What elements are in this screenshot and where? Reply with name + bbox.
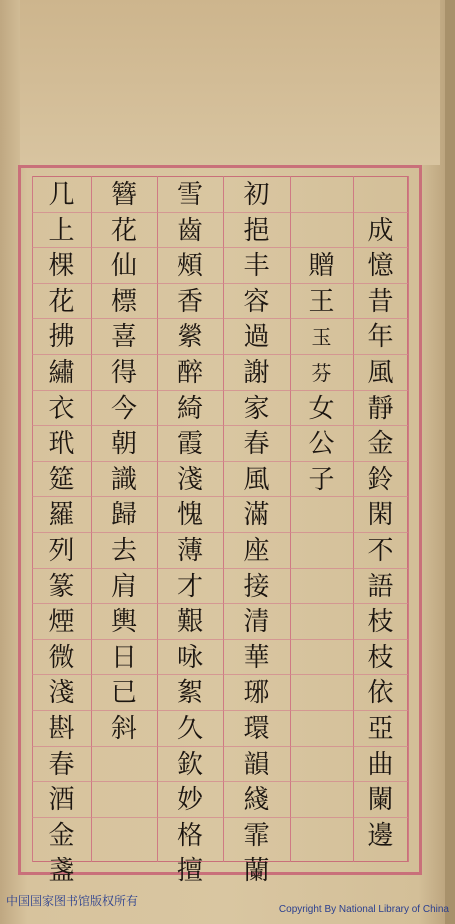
character: 邊 — [367, 820, 394, 851]
character: 久 — [176, 714, 203, 744]
text-col-1 — [353, 176, 408, 862]
character: 挹 — [243, 215, 270, 246]
character: 淺 — [176, 464, 203, 495]
character: 滿 — [243, 500, 270, 531]
character: 風 — [243, 464, 270, 495]
character: 蘭 — [243, 856, 270, 887]
character: 喜 — [110, 322, 137, 353]
character: 容 — [243, 286, 270, 317]
character: 輿 — [110, 607, 137, 638]
character: 雪 — [176, 180, 203, 210]
character: 篆 — [48, 571, 75, 602]
character: 几 — [48, 180, 75, 210]
character: 昔 — [367, 286, 394, 317]
watermark-en: Copyright By National Library of China — [278, 904, 449, 915]
character: 頰 — [176, 251, 203, 282]
character: 闌 — [367, 785, 394, 816]
character: 鈴 — [367, 464, 394, 495]
character: 棵 — [48, 251, 75, 282]
character: 謝 — [243, 358, 270, 388]
character: 綫 — [243, 785, 270, 816]
character: 絮 — [176, 678, 203, 709]
character: 斟 — [48, 714, 75, 744]
text-col-6 — [32, 176, 91, 887]
character: 華 — [243, 642, 270, 673]
character: 女 — [308, 393, 335, 424]
character: 日 — [110, 642, 137, 673]
character: 清 — [243, 607, 270, 638]
character: 韻 — [243, 749, 270, 780]
character: 綺 — [176, 393, 203, 424]
character: 歸 — [110, 500, 137, 531]
character: 枝 — [367, 607, 394, 638]
character: 列 — [48, 536, 75, 566]
character: 微 — [48, 642, 75, 673]
character: 春 — [48, 749, 75, 780]
character: 枝 — [367, 642, 394, 673]
character: 成 — [367, 215, 394, 246]
character: 香 — [176, 286, 203, 317]
character: 盞 — [48, 856, 75, 887]
character: 拂 — [48, 322, 75, 353]
character: 衣 — [48, 393, 75, 424]
character: 座 — [243, 536, 270, 566]
character: 靜 — [367, 393, 394, 424]
character: 羅 — [48, 500, 75, 531]
character: 家 — [243, 393, 270, 424]
character: 霏 — [243, 820, 270, 851]
text-col-3 — [223, 176, 290, 887]
character: 齒 — [176, 215, 203, 246]
character: 曲 — [367, 749, 394, 780]
character: 識 — [110, 464, 137, 495]
character: 妙 — [176, 785, 203, 816]
character: 語 — [367, 571, 394, 602]
character: 子 — [308, 464, 335, 495]
character: 得 — [110, 358, 137, 388]
character: 接 — [243, 571, 270, 602]
character: 憶 — [367, 251, 394, 282]
character: 花 — [110, 215, 137, 246]
character: 霞 — [176, 429, 203, 460]
character: 欽 — [176, 749, 203, 780]
page-top-margin — [20, 0, 440, 165]
character: 去 — [110, 536, 137, 566]
character: 不 — [367, 536, 394, 566]
character: 簪 — [110, 180, 137, 210]
character: 朝 — [110, 429, 137, 460]
character: 春 — [243, 429, 270, 460]
character: 年 — [367, 322, 394, 353]
character: 斜 — [110, 714, 137, 744]
character: 金 — [48, 820, 75, 851]
character: 贈 — [308, 251, 335, 282]
character: 風 — [367, 358, 394, 388]
character: 煙 — [48, 607, 75, 638]
character: 金 — [367, 429, 394, 460]
character: 繡 — [48, 358, 75, 388]
character: 愧 — [176, 500, 203, 531]
character: 花 — [48, 286, 75, 317]
text-col-5 — [91, 176, 157, 862]
character: 咏 — [176, 642, 203, 673]
character: 王 — [308, 286, 335, 317]
character: 醉 — [176, 358, 203, 388]
character: 公 — [308, 429, 335, 460]
character: 擅 — [176, 856, 203, 887]
character: 肩 — [110, 571, 137, 602]
character: 酒 — [48, 785, 75, 816]
character: 依 — [367, 678, 394, 709]
character: 丰 — [243, 251, 270, 282]
character: 芬 — [311, 361, 332, 385]
character: 淺 — [48, 678, 75, 709]
character: 閑 — [367, 500, 394, 531]
character: 琊 — [243, 678, 270, 709]
character: 今 — [110, 393, 137, 424]
watermark-cn: 中国国家图书馆版权所有 — [6, 894, 139, 908]
character: 玉 — [311, 325, 332, 350]
character: 格 — [176, 820, 203, 851]
character: 筵 — [48, 464, 75, 495]
character: 環 — [243, 714, 270, 744]
character: 初 — [243, 180, 270, 210]
character: 上 — [48, 215, 75, 246]
character: 仙 — [110, 251, 137, 282]
character: 玳 — [48, 429, 75, 460]
character: 艱 — [176, 607, 203, 638]
column-rule — [408, 176, 409, 862]
page-edge — [445, 0, 455, 924]
character: 過 — [243, 322, 270, 353]
text-col-4 — [157, 176, 223, 887]
character: 縈 — [176, 322, 203, 353]
character: 亞 — [367, 714, 394, 744]
text-col-2 — [290, 176, 353, 862]
character: 標 — [110, 286, 137, 317]
character: 已 — [110, 678, 137, 709]
character: 才 — [176, 571, 203, 602]
character: 薄 — [176, 536, 203, 566]
